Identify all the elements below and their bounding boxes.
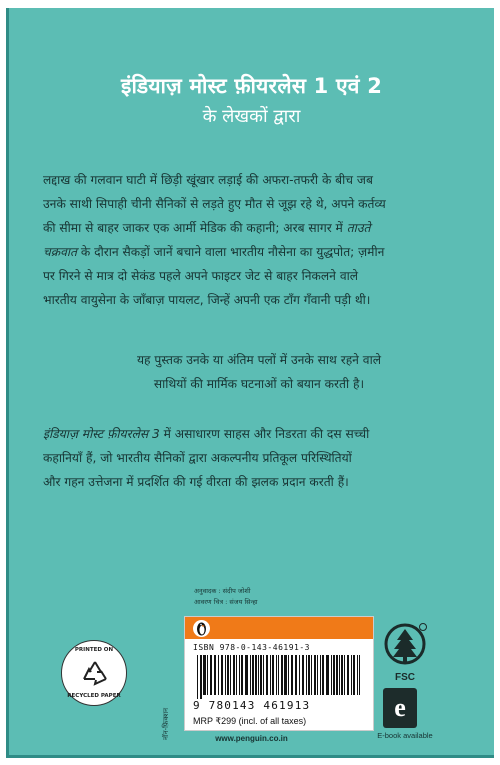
barcode-bar (357, 655, 358, 695)
barcode-bar (284, 655, 287, 695)
penguin-logo-icon (196, 621, 207, 636)
barcode-bar (341, 655, 343, 695)
barcode-bar (218, 655, 219, 695)
barcode-bar (322, 655, 324, 695)
publisher-website: www.penguin.co.in (215, 734, 288, 743)
barcode-bar (203, 655, 206, 695)
barcode-bar (233, 655, 235, 695)
ebook-letter: e (394, 693, 406, 722)
blurb-paragraph-2 (69, 348, 449, 396)
recycled-paper-badge (61, 640, 127, 706)
book-back-cover (6, 8, 494, 758)
barcode-bar (252, 655, 254, 695)
blurb-paragraph-3 (43, 422, 481, 494)
barcode-bar (197, 655, 198, 699)
barcode-bar (333, 655, 335, 695)
barcode-bar (230, 655, 231, 695)
blurb-line: उनके साथी सिपाही चीनी सैनिकों से लड़ते हुए मौत से जूझ रहे थे, अपने कर्तव्य (43, 197, 386, 211)
barcode-bar (276, 655, 277, 695)
barcode-bar (326, 655, 329, 695)
barcode-bar (255, 655, 257, 695)
barcode-bar (207, 655, 208, 695)
barcode-bar (331, 655, 332, 695)
barcode-bar (288, 655, 289, 695)
cover-art-credit: आवरण चित्र : संजय सिन्हा (194, 598, 258, 606)
fsc-tree-icon (383, 620, 427, 672)
blurb-line: भारतीय वायुसेना के जाँबाज़ पायलट, जिन्हें अपनी एक टाँग गँवानी पड़ी थी। (43, 293, 371, 307)
translator-credit: अनुवादक : संदीप जोशी (194, 587, 251, 595)
mrp-text: MRP ₹299 (incl. of all taxes) (193, 716, 307, 726)
recycled-top-text: PRINTED ON (74, 647, 114, 653)
barcode-bar (308, 655, 310, 695)
blurb-line: लद्दाख की गलवान घाटी में छिड़ी खूंखार लड़ाई की अफरा-तफरी के बीच जब (43, 173, 373, 187)
barcode-bar (353, 655, 355, 695)
barcode-bar (278, 655, 279, 695)
barcode-bar (214, 655, 216, 695)
blurb-line: पर गिरने से मात्र दो सेकंड पहले अपने फाइटर जेट से बाहर निकलने वाले (43, 269, 359, 283)
barcode-bar (359, 655, 360, 695)
heading-line-1: इंडियाज़ मोस्ट फ़ीयरलेस 1 एवं 2 (120, 74, 383, 98)
barcode-bar (336, 655, 338, 695)
barcode-bar (281, 655, 283, 695)
barcode-bar (299, 655, 300, 695)
blurb-line: की सीमा से बाहर जाकर एक आर्मी मेडिक की कहानी; अरब सागर में ताउते (43, 221, 371, 235)
credits (194, 586, 258, 608)
blurb-line: चक्रवात के दौरान सैकड़ों जानें बचाने वाला भारतीय नौसेना का युद्धपोत; ज़मीन (43, 245, 385, 259)
barcode-bar (339, 655, 340, 695)
heading-line-2: के लेखकों द्वारा (202, 106, 301, 127)
barcode-bar (221, 655, 223, 695)
barcode-icon (195, 655, 365, 699)
blurb-line: यह पुस्तक उनके या अंतिम पलों में उनके साथ रहने वाले (136, 353, 381, 367)
recycle-icon (81, 659, 109, 687)
ebook-icon (383, 688, 417, 728)
barcode-bar (295, 655, 297, 695)
barcode-bar (260, 655, 262, 695)
book-title-italic: इंडियाज़ मोस्ट फ़ीयरलेस 3 (43, 427, 160, 441)
fsc-label: FSC (395, 672, 415, 683)
barcode-bar (351, 655, 352, 695)
barcode-bar (311, 655, 312, 695)
barcode-bar (225, 655, 226, 695)
barcode-bar (314, 655, 316, 695)
barcode-bar (200, 655, 202, 699)
cyclone-name: ताउते (346, 221, 371, 235)
genre-label: नॉन-फ़िक्शन (162, 707, 170, 740)
barcode-bar (227, 655, 229, 695)
cyclone-word: चक्रवात (43, 245, 77, 259)
blurb-line: साथियों की मार्मिक घटनाओं को बयान करती है। (153, 377, 365, 391)
barcode-bar (250, 655, 251, 695)
barcode-bar (320, 655, 321, 695)
barcode-panel (184, 616, 374, 731)
barcode-bar (245, 655, 248, 695)
barcode-bar (344, 655, 345, 695)
barcode-bar (302, 655, 304, 695)
recycled-bottom-text: RECYCLED PAPER (67, 693, 121, 699)
barcode-number: 9 780143 461913 (193, 699, 311, 712)
barcode-bar (306, 655, 307, 695)
ebook-label: E-book available (377, 731, 433, 740)
barcode-bar (263, 655, 264, 695)
fsc-logo (383, 620, 427, 690)
penguin-strip (185, 617, 373, 639)
barcode-bar (347, 655, 349, 695)
barcode-bar (317, 655, 318, 695)
blurb-line: और गहन उत्तेजना में प्रदर्शित की गई वीरता की झलक प्रदान करती हैं। (43, 475, 349, 489)
blurb-line: कहानियाँ हैं, जो भारतीय सैनिकों द्वारा अकल्पनीय प्रतिकूल परिस्थितियों (43, 451, 352, 465)
barcode-bar (258, 655, 259, 695)
barcode-bar (239, 655, 240, 695)
barcode-bar (291, 655, 293, 695)
blurb-paragraph-1 (43, 168, 481, 312)
barcode-bar (272, 655, 274, 695)
penguin-logo (193, 620, 210, 637)
isbn-text: ISBN 978-0-143-46191-3 (193, 643, 310, 652)
blurb-line: इंडियाज़ मोस्ट फ़ीयरलेस 3 में असाधारण साहस और निडरता की दस सच्ची (43, 427, 370, 441)
barcode-bar (236, 655, 237, 695)
barcode-bar (210, 655, 212, 695)
barcode-bar (266, 655, 268, 695)
barcode-bar (241, 655, 243, 695)
barcode-bar (270, 655, 271, 695)
